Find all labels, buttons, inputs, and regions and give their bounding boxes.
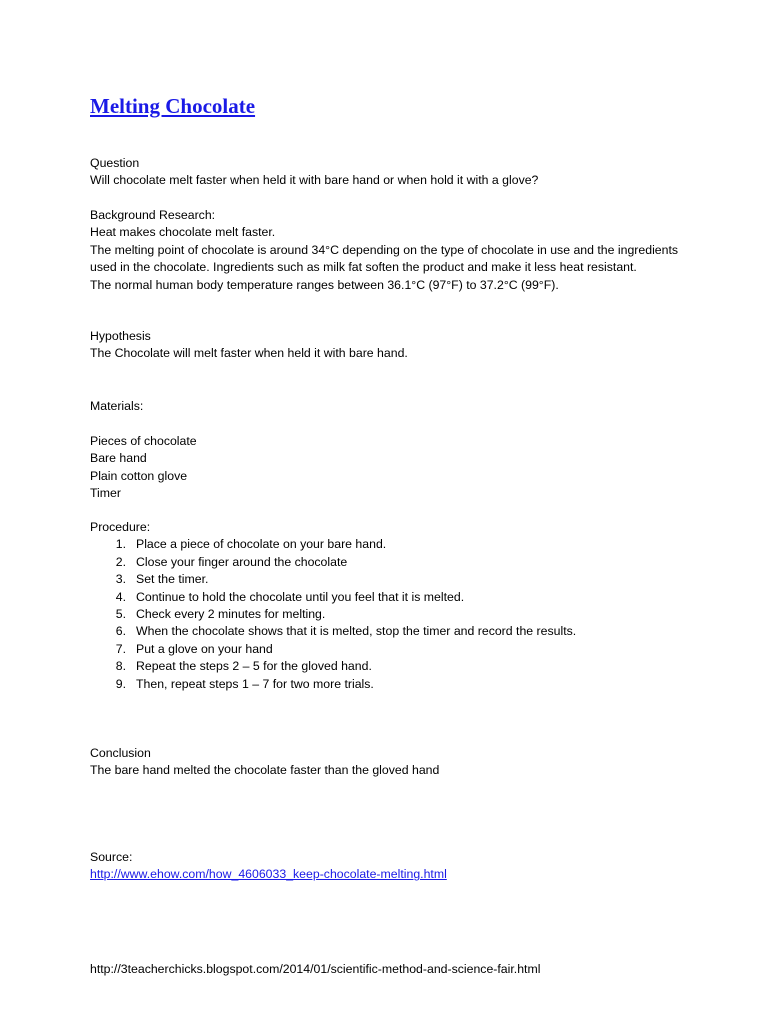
step-text: Put a glove on your hand bbox=[136, 641, 273, 656]
step-number: 1. bbox=[115, 537, 126, 552]
procedure-list bbox=[90, 536, 680, 693]
source-link[interactable]: http://www.ehow.com/how_4606033_keep-chocolate-melting.html bbox=[90, 867, 447, 882]
step-number: 2. bbox=[115, 554, 126, 569]
background-line-1: Heat makes chocolate melt faster. bbox=[90, 225, 276, 240]
procedure-step bbox=[90, 641, 680, 658]
step-number: 5. bbox=[115, 607, 126, 622]
material-item: Timer bbox=[90, 486, 121, 501]
step-number: 8. bbox=[115, 659, 126, 674]
procedure-step bbox=[90, 658, 680, 675]
procedure-step bbox=[90, 606, 680, 623]
background-line-2: The melting point of chocolate is around 34°C depending on the type of chocolate in use and the ingredients used in the chocolate. Ingredients such as milk fat soften the product and make it less heat resistant. bbox=[90, 242, 679, 275]
step-text: Close your finger around the chocolate bbox=[136, 554, 348, 569]
hypothesis-text: The Chocolate will melt faster when held it with bare hand. bbox=[90, 346, 408, 361]
material-item: Bare hand bbox=[90, 451, 147, 466]
step-number: 7. bbox=[115, 641, 126, 656]
procedure-step bbox=[90, 676, 680, 693]
step-number: 4. bbox=[115, 589, 126, 604]
procedure-step bbox=[90, 589, 680, 606]
footer-section bbox=[90, 961, 680, 978]
hypothesis-section bbox=[90, 328, 680, 363]
step-number: 9. bbox=[115, 676, 126, 691]
step-text: Place a piece of chocolate on your bare hand. bbox=[136, 537, 387, 552]
step-text: Repeat the steps 2 – 5 for the gloved hand. bbox=[136, 659, 372, 674]
source-section bbox=[90, 849, 680, 884]
materials-heading: Materials: bbox=[90, 399, 144, 413]
conclusion-text: The bare hand melted the chocolate faster than the gloved hand bbox=[90, 763, 440, 778]
step-text: Continue to hold the chocolate until you feel that it is melted. bbox=[136, 589, 465, 604]
footer-url: http://3teacherchicks.blogspot.com/2014/01/scientific-method-and-science-fair.html bbox=[90, 962, 541, 976]
materials-section bbox=[90, 398, 680, 502]
step-text: Check every 2 minutes for melting. bbox=[136, 607, 326, 622]
question-text: Will chocolate melt faster when held it with bare hand or when hold it with a glove? bbox=[90, 173, 539, 188]
conclusion-section bbox=[90, 745, 680, 780]
background-section bbox=[90, 207, 680, 294]
procedure-step bbox=[90, 554, 680, 571]
step-number: 3. bbox=[115, 572, 126, 587]
material-item: Plain cotton glove bbox=[90, 468, 188, 483]
procedure-step bbox=[90, 536, 680, 553]
source-heading: Source: bbox=[90, 850, 133, 864]
step-text: Set the timer. bbox=[136, 572, 209, 587]
procedure-step bbox=[90, 571, 680, 588]
hypothesis-heading: Hypothesis bbox=[90, 329, 151, 343]
question-section bbox=[90, 155, 680, 190]
step-number: 6. bbox=[115, 624, 126, 639]
step-text: Then, repeat steps 1 – 7 for two more trials. bbox=[136, 676, 374, 691]
procedure-step bbox=[90, 623, 680, 640]
material-item: Pieces of chocolate bbox=[90, 433, 197, 448]
background-heading: Background Research: bbox=[90, 208, 216, 222]
blank-line bbox=[90, 415, 680, 432]
procedure-heading: Procedure: bbox=[90, 520, 151, 534]
page-title[interactable]: Melting Chocolate bbox=[90, 94, 256, 118]
conclusion-heading: Conclusion bbox=[90, 746, 151, 760]
step-text: When the chocolate shows that it is melted, stop the timer and record the results. bbox=[136, 624, 577, 639]
question-heading: Question bbox=[90, 156, 140, 170]
procedure-section bbox=[90, 519, 680, 693]
background-line-3: The normal human body temperature ranges between 36.1°C (97°F) to 37.2°C (99°F). bbox=[90, 277, 559, 292]
